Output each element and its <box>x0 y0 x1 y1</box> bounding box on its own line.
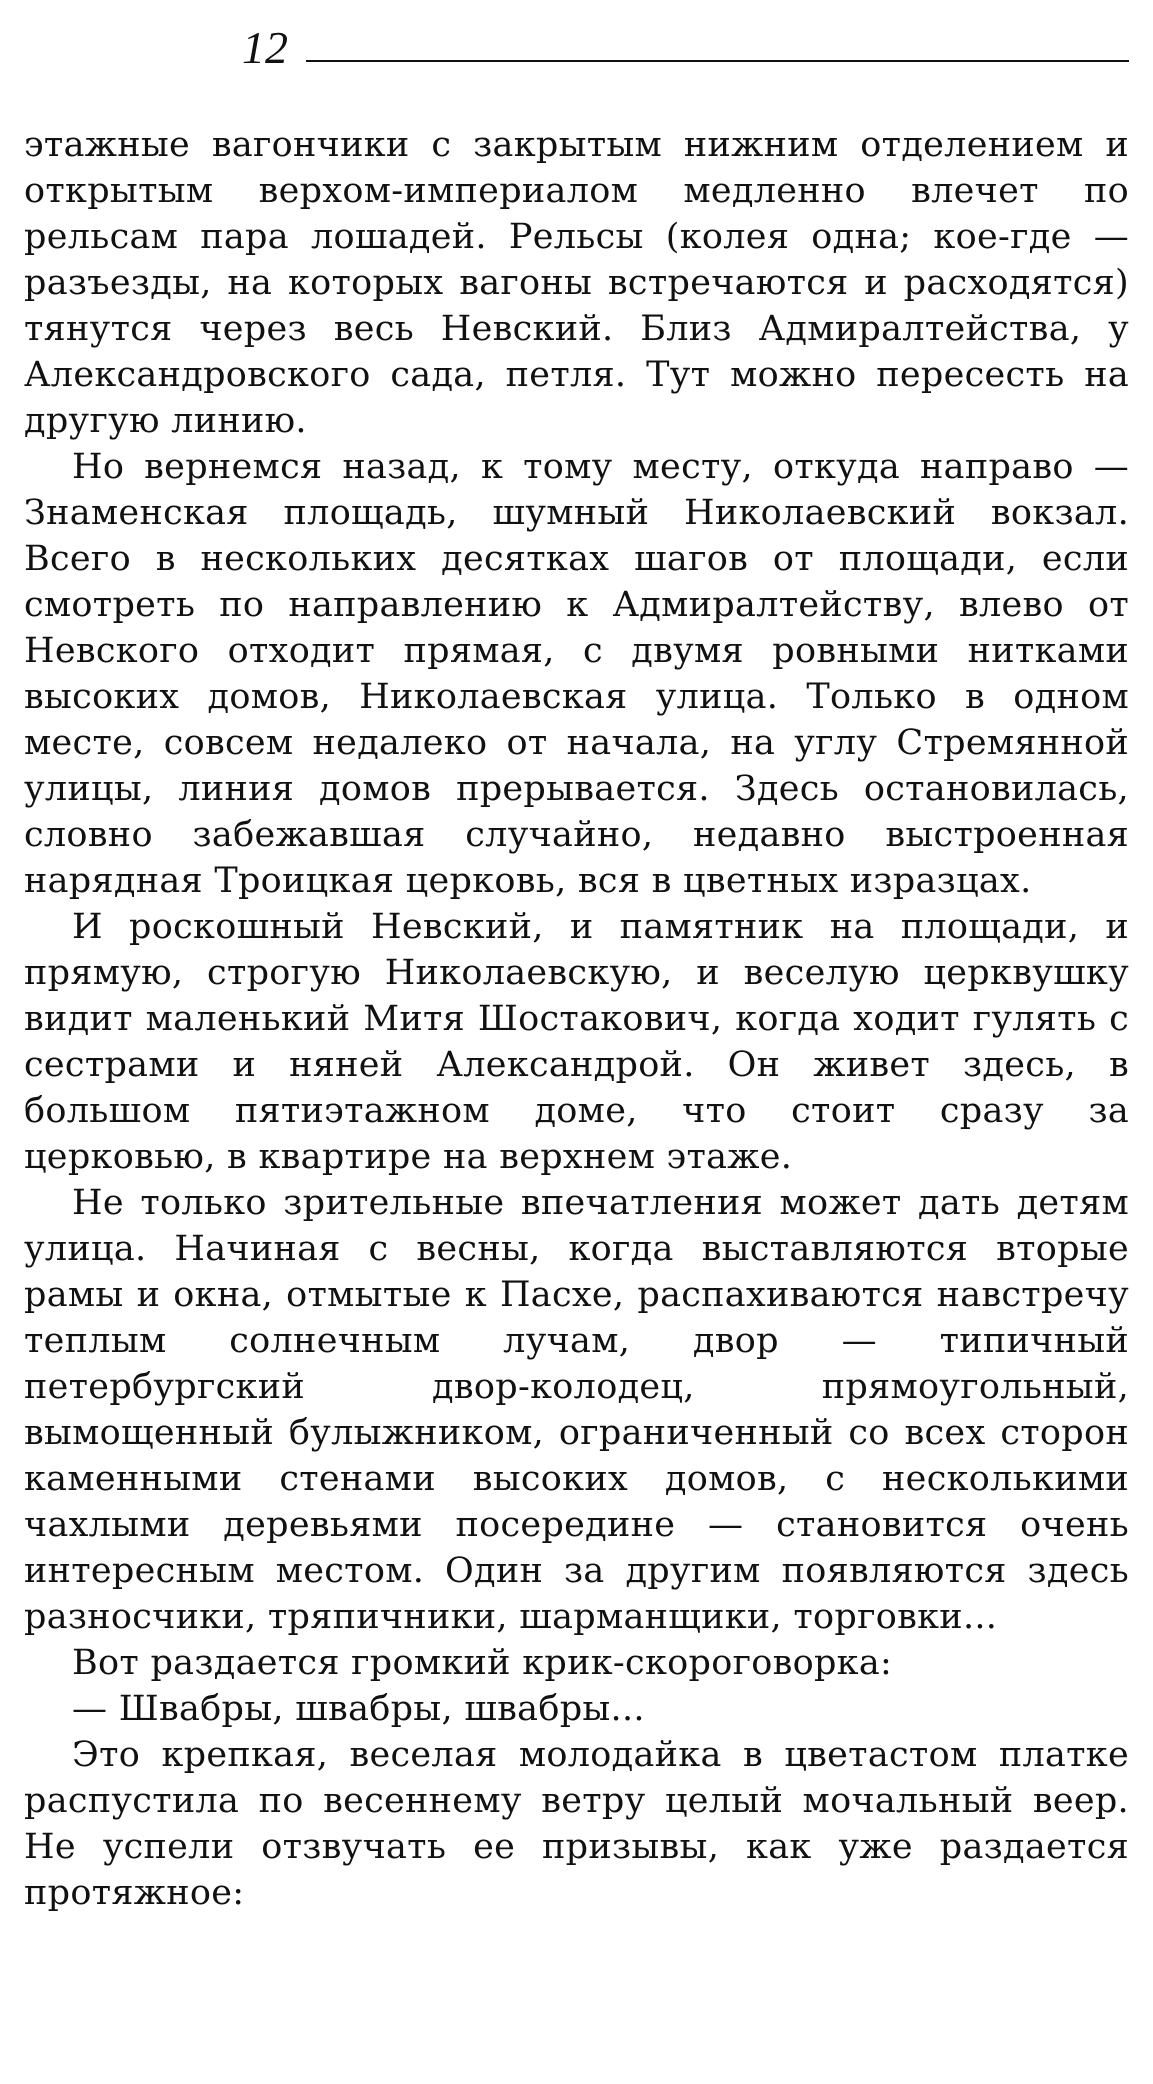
header-rule <box>306 60 1129 62</box>
paragraph: Это крепкая, веселая молодайка в цветастом платке распустила по весеннему ветру целый мочальный веер. Не успели отзвучать ее призывы, как уже раздается протяжное: <box>24 1735 1129 1913</box>
paragraph: этажные вагончики с закрытым нижним отделением и открытым верхом-империалом медленно влечет по рельсам пара лошадей. Рельсы (колея одна; кое-где — разъезды, на которых вагоны встречаются и расходятся) тянутся через весь Невский. Близ Адмиралтейства, у Александровского сада, петля. Тут можно пересесть на другую линию. <box>24 125 1129 441</box>
page-header <box>24 22 1129 74</box>
paragraph: Не только зрительные впечатления может дать детям улица. Начиная с весны, когда выставляются вторые рамы и окна, отмытые к Пасхе, распахиваются навстречу теплым солнечным лучам, двор — типичный петербургский двор-колодец, прямоугольный, вымощенный булыжником, ограниченный со всех сторон каменными стенами высоких домов, с несколькими чахлыми деревьями посередине — становится очень интересным местом. Один за другим появляются здесь разносчики, тряпичники, шарманщики, торговки... <box>24 1183 1129 1637</box>
paragraph: Но вернемся назад, к тому месту, откуда направо — Знаменская площадь, шумный Николаевский вокзал. Всего в нескольких десятках шагов от площади, если смотреть по направлению к Адмиралтейству, влево от Невского отходит прямая, с двумя ровными нитками высоких домов, Николаевская улица. Только в одном месте, совсем недалеко от начала, на углу Стремянной улицы, линия домов прерывается. Здесь остановилась, словно забежавшая случайно, недавно выстроенная нарядная Троицкая церковь, вся в цветных изразцах. <box>24 447 1129 901</box>
body-text <box>24 122 1129 1916</box>
paragraph: — Швабры, швабры, швабры... <box>72 1689 645 1729</box>
paragraph: И роскошный Невский, и памятник на площади, и прямую, строгую Николаевскую, и веселую церквушку видит маленький Митя Шостакович, когда ходит гулять с сестрами и няней Александрой. Он живет здесь, в большом пятиэтажном доме, что стоит сразу за церковью, в квартире на верхнем этаже. <box>24 907 1129 1177</box>
paragraph: Вот раздается громкий крик-скороговорка: <box>72 1643 893 1683</box>
page-number: 12 <box>242 22 288 73</box>
